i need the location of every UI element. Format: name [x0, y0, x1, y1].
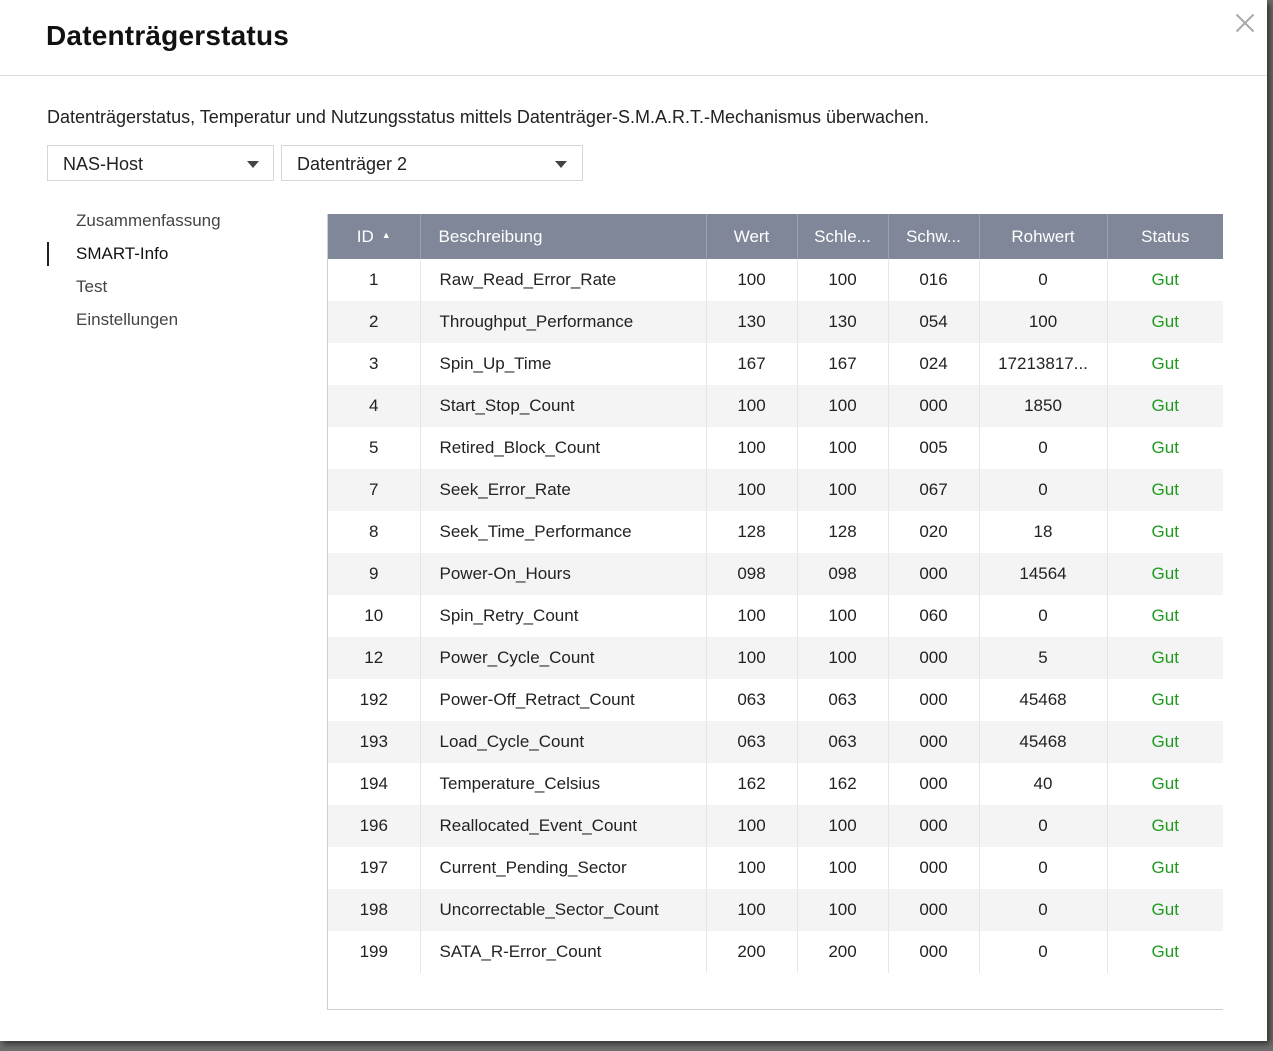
cell-id: 12: [328, 637, 420, 679]
side-nav: [47, 208, 221, 340]
cell-value: 098: [706, 553, 797, 595]
cell-value: 162: [706, 763, 797, 805]
column-header-id[interactable]: [328, 214, 420, 259]
cell-status: Gut: [1151, 690, 1179, 709]
cell-value: 100: [706, 889, 797, 931]
cell-status: Gut: [1151, 438, 1179, 457]
table-body: [328, 259, 1223, 973]
table-row[interactable]: [328, 469, 1223, 511]
cell-description: Throughput_Performance: [420, 301, 706, 343]
table-row[interactable]: [328, 427, 1223, 469]
cell-description: SATA_R-Error_Count: [420, 931, 706, 973]
cell-raw-value: 1850: [979, 385, 1107, 427]
cell-threshold: 100: [797, 637, 888, 679]
cell-value: 063: [706, 679, 797, 721]
cell-threshold: 100: [797, 469, 888, 511]
cell-id: 199: [328, 931, 420, 973]
cell-raw-value: 45468: [979, 679, 1107, 721]
cell-description: Load_Cycle_Count: [420, 721, 706, 763]
cell-raw-value: 0: [979, 847, 1107, 889]
table-row[interactable]: [328, 805, 1223, 847]
host-select-value: NAS-Host: [63, 154, 144, 174]
table-row[interactable]: [328, 553, 1223, 595]
cell-raw-value: 0: [979, 259, 1107, 301]
dialog-header: [0, 0, 1267, 76]
cell-raw-value: 100: [979, 301, 1107, 343]
cell-status: Gut: [1107, 385, 1223, 427]
cell-threshold: 100: [797, 889, 888, 931]
cell-worst: 000: [888, 553, 979, 595]
cell-status: Gut: [1107, 553, 1223, 595]
cell-status: Gut: [1151, 774, 1179, 793]
cell-value: 100: [706, 847, 797, 889]
table-row[interactable]: [328, 343, 1223, 385]
cell-worst: 067: [888, 469, 979, 511]
cell-id: 197: [328, 847, 420, 889]
cell-id: 1: [328, 259, 420, 301]
dialog-description: Datenträgerstatus, Temperatur und Nutzungsstatus mittels Datenträger-S.M.A.R.T.-Mechanismus überwachen.: [47, 107, 930, 127]
cell-status: Gut: [1151, 942, 1179, 961]
cell-raw-value: 5: [979, 637, 1107, 679]
table-row[interactable]: [328, 889, 1223, 931]
cell-threshold: 200: [797, 931, 888, 973]
cell-raw-value: 14564: [979, 553, 1107, 595]
cell-id: 198: [328, 889, 420, 931]
cell-value: 063: [706, 721, 797, 763]
table-row[interactable]: [328, 637, 1223, 679]
table-header-row: [328, 214, 1223, 259]
cell-value: 130: [706, 301, 797, 343]
cell-description: Power_Cycle_Count: [420, 637, 706, 679]
cell-description: Start_Stop_Count: [420, 385, 706, 427]
column-header-status[interactable]: Status: [1107, 214, 1223, 259]
cell-id: 5: [328, 427, 420, 469]
cell-status: Gut: [1107, 637, 1223, 679]
cell-worst: 000: [888, 847, 979, 889]
cell-threshold: 063: [797, 721, 888, 763]
cell-value: 100: [706, 637, 797, 679]
cell-threshold: 098: [797, 553, 888, 595]
cell-threshold: 063: [797, 679, 888, 721]
cell-status: Gut: [1151, 606, 1179, 625]
close-icon[interactable]: [1232, 10, 1258, 36]
nav-item-test[interactable]: Test: [76, 277, 108, 296]
cell-status: Gut: [1151, 858, 1179, 877]
cell-worst: 000: [888, 679, 979, 721]
cell-description: Spin_Up_Time: [420, 343, 706, 385]
cell-value: 167: [706, 343, 797, 385]
cell-status: Gut: [1107, 301, 1223, 343]
cell-description: Spin_Retry_Count: [420, 595, 706, 637]
nav-item-settings[interactable]: Einstellungen: [76, 310, 179, 329]
column-header-worst[interactable]: Schw...: [888, 214, 979, 259]
cell-raw-value: 0: [979, 805, 1107, 847]
cell-description: Power-Off_Retract_Count: [420, 679, 706, 721]
chevron-down-icon: [555, 161, 567, 168]
cell-worst: 054: [888, 301, 979, 343]
column-header-description[interactable]: Beschreibung: [420, 214, 706, 259]
cell-value: 100: [706, 805, 797, 847]
cell-worst: 016: [888, 259, 979, 301]
table-row[interactable]: [328, 301, 1223, 343]
table-row[interactable]: [328, 679, 1223, 721]
cell-threshold: 100: [797, 385, 888, 427]
table-row[interactable]: [328, 721, 1223, 763]
cell-id: 192: [328, 679, 420, 721]
table-row[interactable]: [328, 259, 1223, 301]
cell-threshold: 130: [797, 301, 888, 343]
sort-ascending-icon: ▲: [381, 229, 391, 240]
cell-threshold: 100: [797, 427, 888, 469]
cell-threshold: 100: [797, 259, 888, 301]
cell-raw-value: 17213817...: [979, 343, 1107, 385]
cell-worst: 000: [888, 805, 979, 847]
cell-id: 10: [328, 595, 420, 637]
cell-raw-value: 0: [979, 427, 1107, 469]
cell-value: 100: [706, 259, 797, 301]
cell-description: Seek_Error_Rate: [420, 469, 706, 511]
cell-id: 2: [328, 301, 420, 343]
cell-description: Current_Pending_Sector: [420, 847, 706, 889]
cell-status: Gut: [1107, 469, 1223, 511]
nav-item-smart-info[interactable]: SMART-Info: [47, 241, 221, 274]
cell-status: Gut: [1107, 889, 1223, 931]
cell-id: 7: [328, 469, 420, 511]
cell-value: 200: [706, 931, 797, 973]
table-row[interactable]: [328, 931, 1223, 973]
cell-threshold: 167: [797, 343, 888, 385]
cell-worst: 000: [888, 385, 979, 427]
cell-threshold: 100: [797, 847, 888, 889]
disk-select[interactable]: [281, 145, 583, 181]
cell-raw-value: 40: [979, 763, 1107, 805]
cell-worst: 000: [888, 721, 979, 763]
cell-worst: 000: [888, 763, 979, 805]
cell-worst: 000: [888, 889, 979, 931]
smart-table: [328, 214, 1223, 973]
cell-status: Gut: [1151, 270, 1179, 289]
cell-status: Gut: [1151, 522, 1179, 541]
cell-id: 8: [328, 511, 420, 553]
cell-threshold: 162: [797, 763, 888, 805]
cell-threshold: 100: [797, 595, 888, 637]
cell-raw-value: 0: [979, 469, 1107, 511]
column-header-value[interactable]: Wert: [706, 214, 797, 259]
cell-threshold: 100: [797, 805, 888, 847]
cell-description: Retired_Block_Count: [420, 427, 706, 469]
smart-table-container[interactable]: [327, 214, 1223, 1010]
nav-item-summary[interactable]: Zusammenfassung: [76, 211, 221, 230]
cell-status: Gut: [1151, 354, 1179, 373]
cell-description: Temperature_Celsius: [420, 763, 706, 805]
cell-description: Raw_Read_Error_Rate: [420, 259, 706, 301]
table-row[interactable]: [328, 595, 1223, 637]
column-header-raw-value[interactable]: Rohwert: [979, 214, 1107, 259]
cell-value: 100: [706, 469, 797, 511]
cell-id: 4: [328, 385, 420, 427]
cell-description: Seek_Time_Performance: [420, 511, 706, 553]
dialog-title: Datenträgerstatus: [46, 20, 290, 51]
cell-id: 3: [328, 343, 420, 385]
cell-description: Uncorrectable_Sector_Count: [420, 889, 706, 931]
cell-worst: 024: [888, 343, 979, 385]
cell-threshold: 128: [797, 511, 888, 553]
cell-status: Gut: [1107, 721, 1223, 763]
cell-raw-value: 45468: [979, 721, 1107, 763]
table-row[interactable]: [328, 763, 1223, 805]
cell-raw-value: 0: [979, 931, 1107, 973]
column-header-threshold[interactable]: Schle...: [797, 214, 888, 259]
chevron-down-icon: [247, 161, 259, 168]
cell-worst: 060: [888, 595, 979, 637]
cell-id: 9: [328, 553, 420, 595]
cell-raw-value: 18: [979, 511, 1107, 553]
host-select[interactable]: [47, 145, 274, 181]
cell-raw-value: 0: [979, 595, 1107, 637]
cell-worst: 005: [888, 427, 979, 469]
cell-id: 196: [328, 805, 420, 847]
cell-value: 100: [706, 595, 797, 637]
cell-worst: 000: [888, 931, 979, 973]
table-row[interactable]: [328, 847, 1223, 889]
cell-id: 193: [328, 721, 420, 763]
cell-description: Reallocated_Event_Count: [420, 805, 706, 847]
column-header-label: ID: [356, 226, 374, 246]
cell-worst: 020: [888, 511, 979, 553]
cell-raw-value: 0: [979, 889, 1107, 931]
cell-description: Power-On_Hours: [420, 553, 706, 595]
cell-value: 100: [706, 385, 797, 427]
disk-select-value: Datenträger 2: [297, 154, 408, 174]
table-row[interactable]: [328, 511, 1223, 553]
cell-value: 128: [706, 511, 797, 553]
cell-worst: 000: [888, 637, 979, 679]
cell-id: 194: [328, 763, 420, 805]
cell-status: Gut: [1107, 805, 1223, 847]
table-row[interactable]: [328, 385, 1223, 427]
cell-value: 100: [706, 427, 797, 469]
